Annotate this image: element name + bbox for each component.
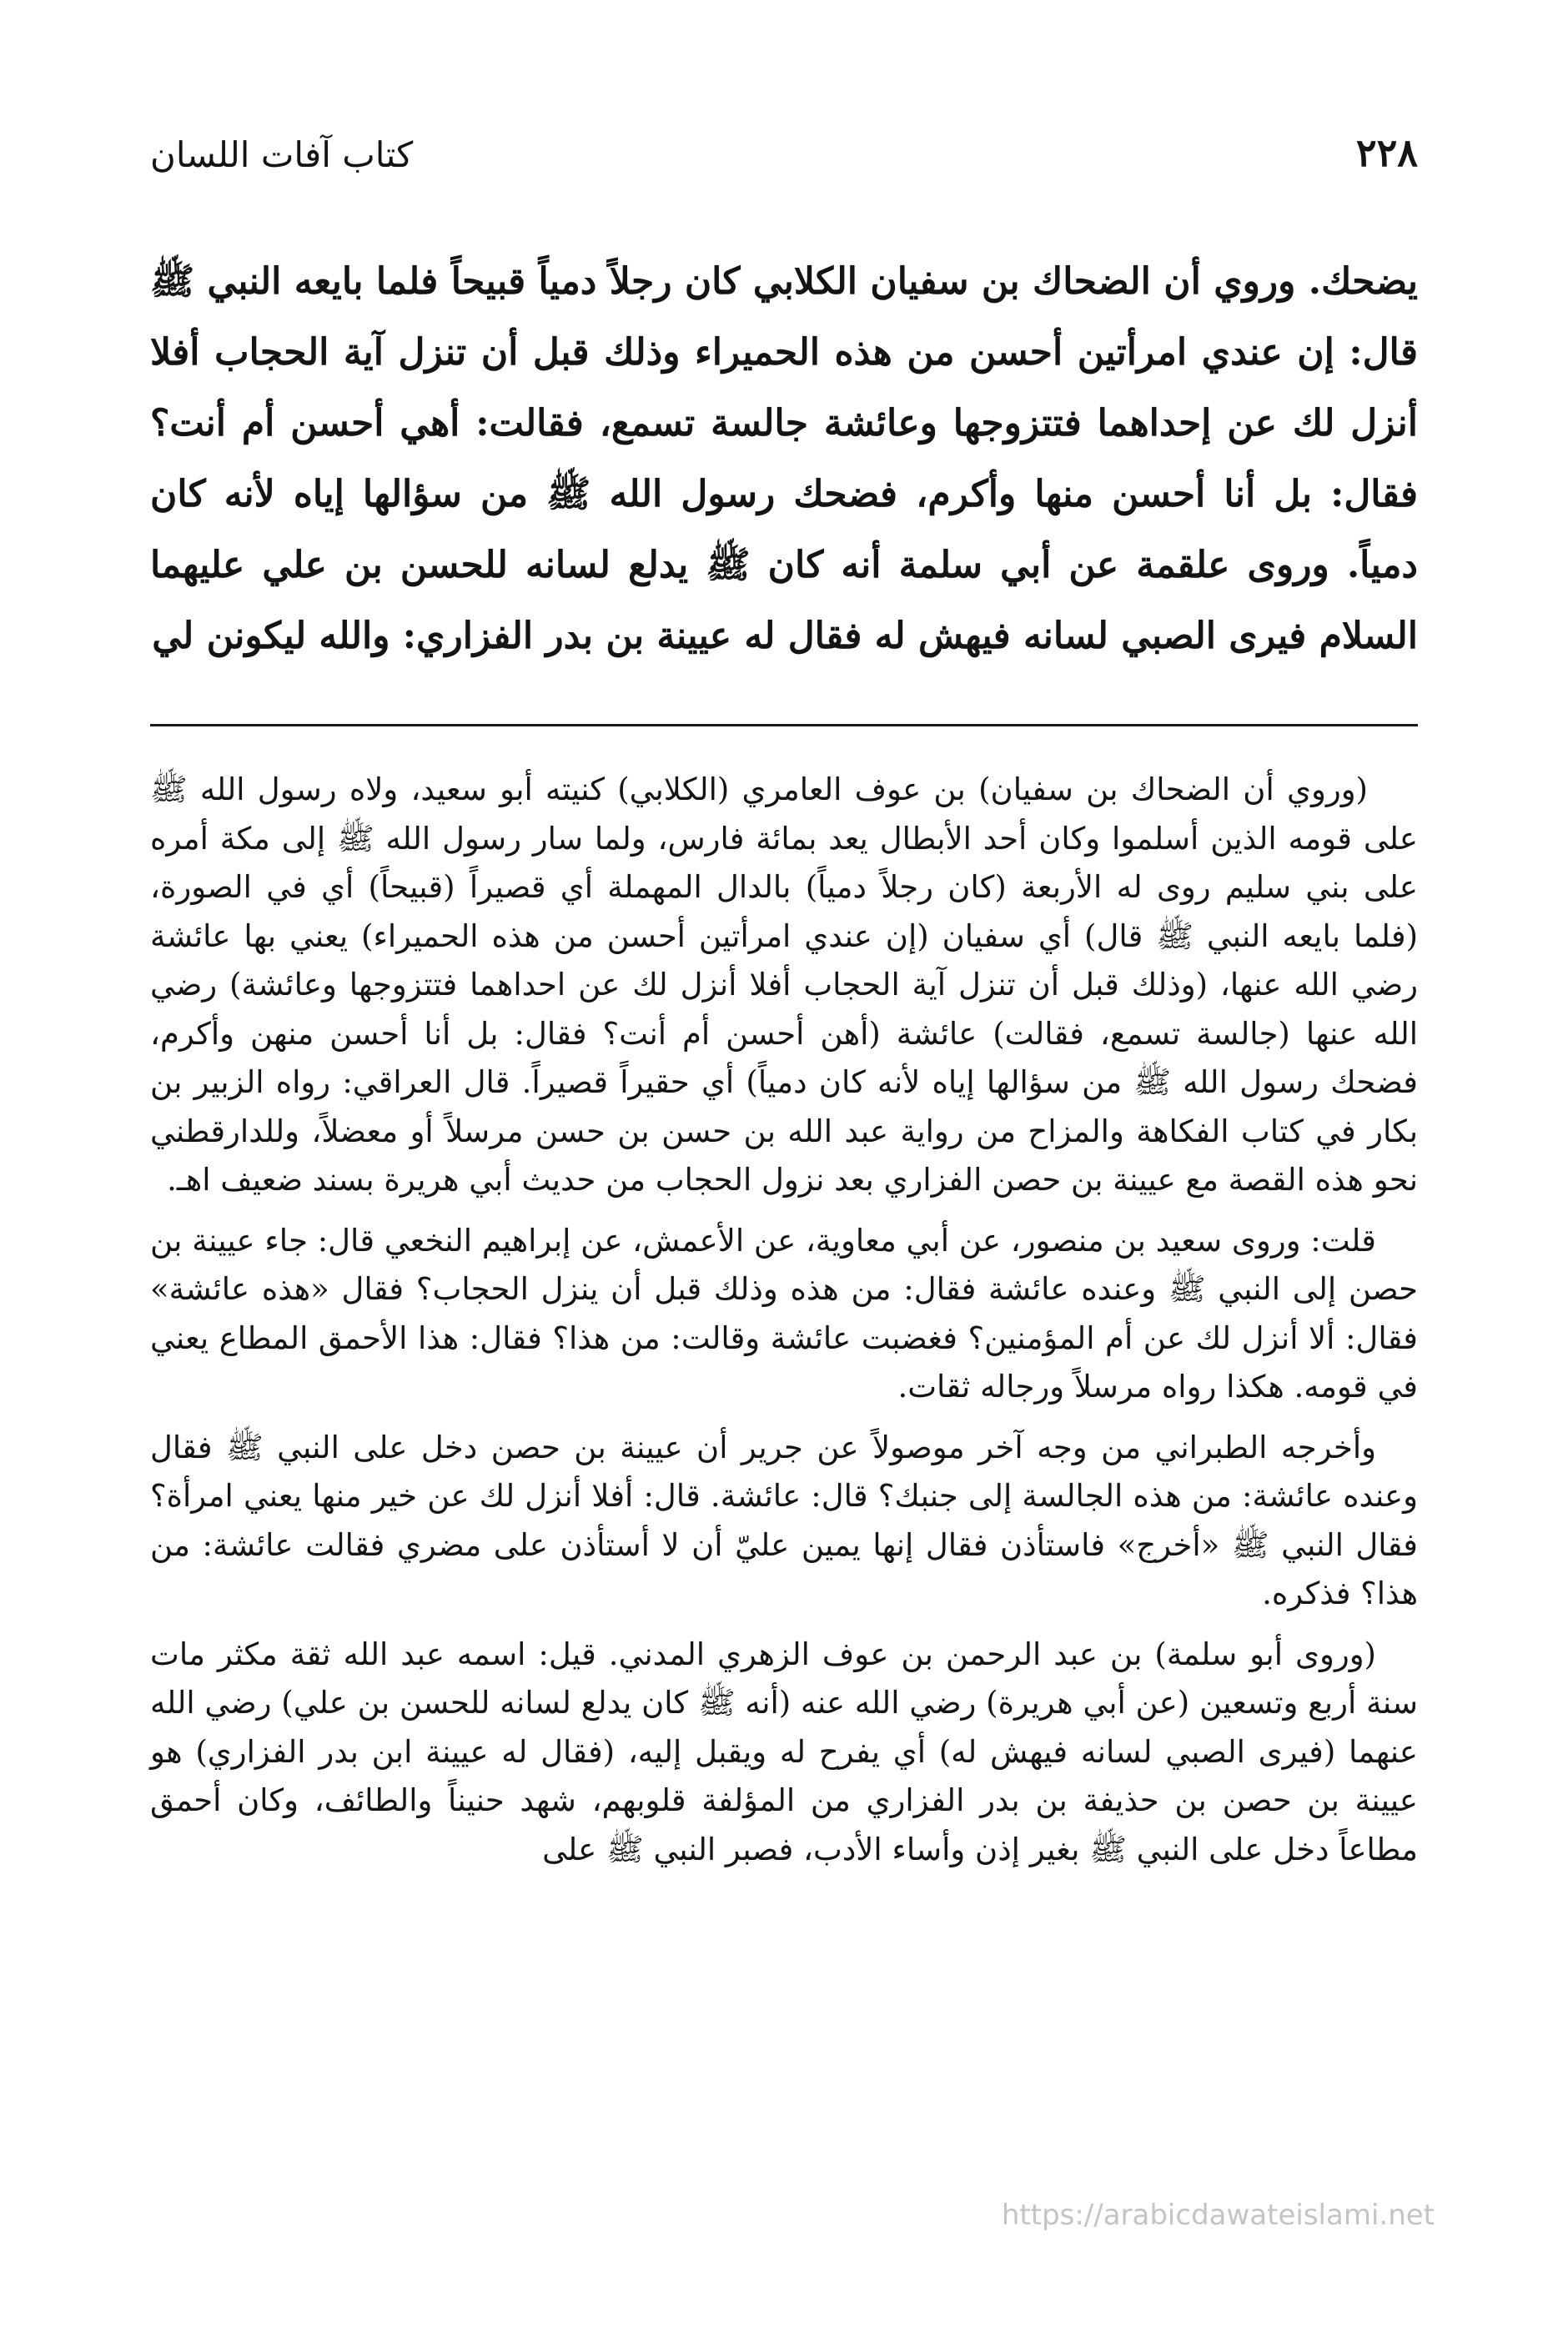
footnote-divider: [150, 724, 1418, 726]
main-text: يضحك. وروي أن الضحاك بن سفيان الكلابي كان رجلاً دمياً قبيحاً فلما بايعه النبي ﷺ قال: إن عندي امرأتين أحسن من هذه الحميراء وذلك قبل أن تنزل آية الحجاب أفلا أنزل لك عن إحداهما فتتزوجها وعائشة جالسة تسمع، فقالت: أهي أحسن أم أنت؟ فقال: بل أنا أحسن منها وأكرم، فضحك رسول الله ﷺ من سؤالها إياه لأنه كان دمياً. وروى علقمة عن أبي سلمة أنه كان ﷺ يدلع لسانه للحسن بن علي عليهما السلام فيرى الصبي لسانه فيهش له فقال له عيينة بن بدر الفزاري: والله ليكونن لي: [150, 260, 1418, 657]
page-number: ٢٢٨: [1355, 130, 1418, 175]
footnote-paragraph-2: قلت: وروى سعيد بن منصور، عن أبي معاوية، عن الأعمش، عن إبراهيم النخعي قال: جاء عيينة بن حصن إلى النبي ﷺ وعنده عائشة فقال: من هذه وذلك قبل أن ينزل الحجاب؟ فقال «هذه عائشة» فقال: ألا أنزل لك عن أم المؤمنين؟ فغضبت عائشة وقالت: من هذا؟ فقال: هذا الأحمق المطاع يعني في قومه. هكذا رواه مرسلاً ورجاله ثقات.: [150, 1222, 1418, 1405]
footnote-paragraph-3: وأخرجه الطبراني من وجه آخر موصولاً عن جرير أن عيينة بن حصن دخل على النبي ﷺ فقال وعنده عائشة: من هذه الجالسة إلى جنبك؟ قال: عائشة. قال: أفلا أنزل لك عن خير منها يعني امرأة؟ فقال النبي ﷺ «أخرج» فاستأذن فقال إنها يمين عليّ أن لا أستأذن على مضري فقالت عائشة: من هذا؟ فذكره.: [150, 1429, 1418, 1611]
footnote-paragraph-1: (وروي أن الضحاك بن سفيان) بن عوف العامري (الكلابي) كنيته أبو سعيد، ولاه رسول الله ﷺ على قومه الذين أسلموا وكان أحد الأبطال يعد بمائة فارس، ولما سار رسول الله ﷺ إلى مكة أمره على بني سليم روى له الأربعة (كان رجلاً دمياً) بالدال المهملة أي قصيراً (قبيحاً) أي في الصورة، (فلما بايعه النبي ﷺ قال) أي سفيان (إن عندي امرأتين أحسن من هذه الحميراء) يعني بها عائشة رضي الله عنها، (وذلك قبل أن تنزل آية الحجاب أفلا أنزل لك عن احداهما فتتزوجها وعائشة) رضي الله عنها (جالسة تسمع، فقالت) عائشة (أهن أحسن أم أنت؟ فقال: بل أنا أحسن منهن وأكرم، فضحك رسول الله ﷺ من سؤالها إياه لأنه كان دمياً) أي حقيراً قصيراً. قال العراقي: رواه الزبير بن بكار في كتاب الفكاهة والمزاح من رواية عبد الله بن حسن بن حسن مرسلاً أو معضلاً، وللدارقطني نحو هذه القصة مع عيينة بن حصن الفزاري بعد نزول الحجاب من حديث أبي هريرة بسند ضعيف اهـ.: [150, 771, 1418, 1198]
footnote-paragraph-4: (وروى أبو سلمة) بن عبد الرحمن بن عوف الزهري المدني. قيل: اسمه عبد الله ثقة مكثر مات سنة أربع وتسعين (عن أبي هريرة) رضي الله عنه (أنه ﷺ كان يدلع لسانه للحسن بن علي) رضي الله عنهما (فيرى الصبي لسانه فيهش له) أي يفرح له ويقبل إليه، (فقال له عيينة ابن بدر الفزاري) هو عيينة بن حصن بن حذيفة بن بدر الفزاري من المؤلفة قلوبهم، شهد حنيناً والطائف، وكان أحمق مطاعاً دخل على النبي ﷺ بغير إذن وأساء الأدب، فصبر النبي ﷺ على: [150, 1636, 1418, 1867]
footnotes: [150, 766, 1418, 1886]
book-title: كتاب آفات اللسان: [150, 134, 414, 175]
watermark-url: https://arabicdawateislami.net: [1001, 2199, 1435, 2232]
running-head: [150, 117, 1418, 175]
